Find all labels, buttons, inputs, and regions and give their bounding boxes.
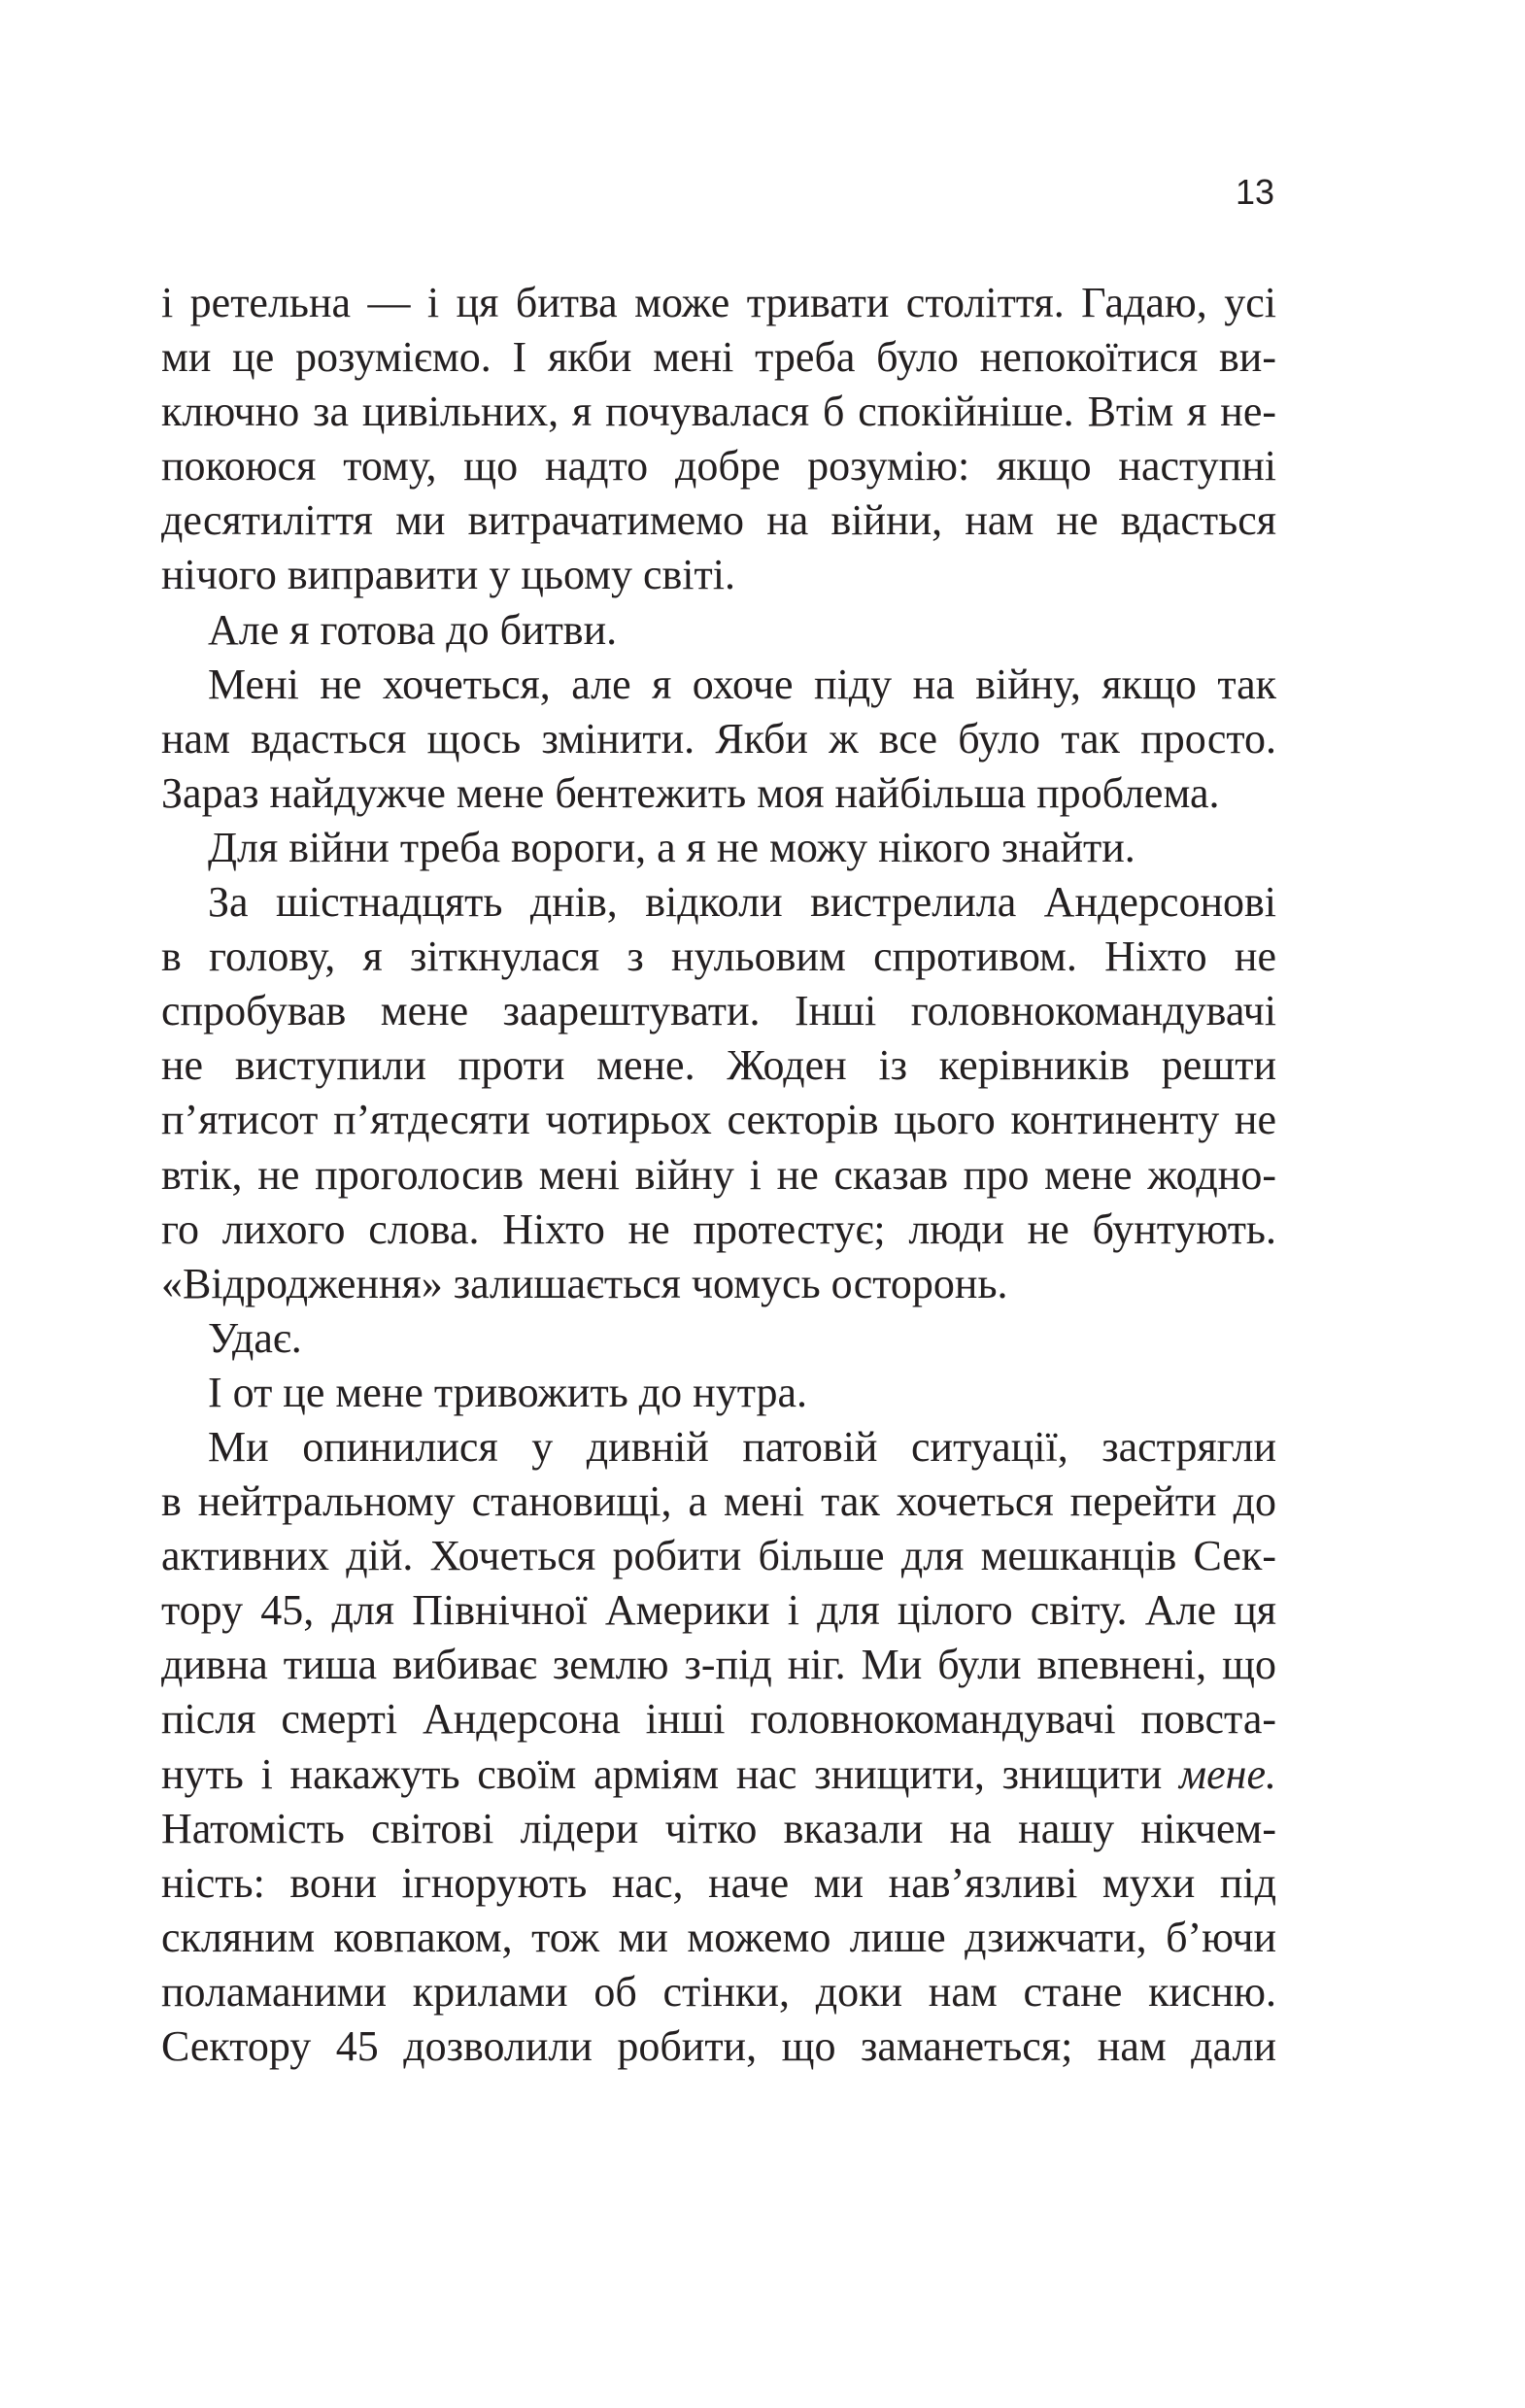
line-text: «Відродження» залишається чомусь осторонь. [161, 1259, 1008, 1307]
line-text: го лихого слова. Ніхто не протестує; люди не бунтують. [161, 1204, 1276, 1253]
text-line [161, 1856, 1276, 1911]
text-line [161, 930, 1276, 984]
line-text: п’ятисот п’ятдесяти чотирьох секторів цього континенту не [161, 1096, 1276, 1144]
line-text: За шістнадцять днів, відколи вистрелила Андерсонові [208, 878, 1276, 927]
text-line [161, 548, 1276, 602]
text-line [161, 658, 1276, 712]
line-text: І от це мене тривожить до нутра. [208, 1368, 807, 1416]
text-line [161, 1093, 1276, 1147]
line-text: в голову, я зіткнулася з нульовим спротивом. Ніхто не [161, 933, 1276, 981]
text-line [161, 712, 1276, 766]
line-text: не виступили проти мене. Жоден із керівників решти [161, 1041, 1276, 1090]
text-line [161, 603, 1276, 658]
line-text: Мені не хочеться, але я охоче піду на війну, якщо так [208, 660, 1276, 708]
line-text: в нейтральному становищі, а мені так хочеться перейти до [161, 1477, 1276, 1526]
text-line [161, 493, 1276, 548]
line-text: нуть і накажуть своїм арміям нас знищити, знищити [161, 1749, 1180, 1798]
line-text: ність: вони ігнорують нас, наче ми нав’язливі мухи під [161, 1858, 1276, 1907]
text-line [161, 385, 1276, 439]
line-text: після смерті Андерсона інші головнокомандувачі повста- [161, 1695, 1276, 1744]
line-text: Зараз найдужче мене бентежить моя найбільша проблема. [161, 768, 1220, 817]
line-text: Ми опинилися у дивній патовій ситуації, застрягли [208, 1422, 1276, 1471]
italic-emphasis: мене. [1179, 1749, 1276, 1798]
text-line [161, 1583, 1276, 1638]
text-line [161, 1148, 1276, 1203]
line-text: нам вдасться щось змінити. Якби ж все було так просто. [161, 714, 1276, 763]
line-text: активних дій. Хочеться робити більше для мешканців Сек- [161, 1532, 1276, 1580]
line-text: поламаними крилами об стінки, доки нам стане кисню. [161, 1967, 1276, 2016]
line-text: ключно за цивільних, я почувалася б спокійніше. Втім я не- [161, 388, 1276, 436]
text-line [161, 1965, 1276, 2019]
line-text: спробував мене заарештувати. Інші головнокомандувачі [161, 987, 1276, 1035]
line-text: десятиліття ми витрачатимемо на війни, нам не вдасться [161, 496, 1276, 545]
line-text: Удає. [208, 1313, 302, 1362]
line-text: нічого виправити у цьому світі. [161, 551, 735, 599]
text-line [161, 330, 1276, 385]
line-text: і ретельна — і ця битва може тривати століття. Гадаю, усі [161, 279, 1276, 326]
text-line [161, 875, 1276, 930]
text-line [161, 821, 1276, 875]
text-line [161, 1038, 1276, 1093]
line-text: Натомість світові лідери чітко вказали на нашу нікчем- [161, 1804, 1276, 1852]
line-text: тору 45, для Північної Америки і для цілого світу. Але ця [161, 1586, 1276, 1635]
text-line [161, 1311, 1276, 1366]
line-text: Сектору 45 дозволили робити, що заманеться; нам дали [161, 2022, 1276, 2070]
line-text: скляним ковпаком, тож ми можемо лише дзижчати, б’ючи [161, 1913, 1276, 1961]
text-line [161, 1529, 1276, 1583]
text-line [161, 276, 1276, 330]
text-line [161, 1475, 1276, 1529]
line-text: дивна тиша вибиває землю з-під ніг. Ми були впевнені, що [161, 1641, 1276, 1689]
text-line [161, 2019, 1276, 2074]
text-line [161, 1257, 1276, 1311]
body-text [161, 276, 1276, 2074]
text-line [161, 1203, 1276, 1257]
text-line [161, 1802, 1276, 1856]
text-line [161, 1692, 1276, 1747]
text-line [161, 1366, 1276, 1420]
text-line [161, 1747, 1276, 1802]
line-text: Для війни треба вороги, а я не можу нікого знайти. [208, 823, 1135, 871]
text-line [161, 1911, 1276, 1965]
line-text: покоюся тому, що надто добре розумію: якщо наступні [161, 442, 1276, 491]
text-line [161, 766, 1276, 821]
page-number: 13 [1235, 172, 1274, 212]
text-line [161, 439, 1276, 493]
text-line [161, 984, 1276, 1038]
text-line [161, 1638, 1276, 1692]
line-text: Але я готова до битви. [208, 605, 618, 654]
line-text: ми це розуміємо. І якби мені треба було непокоїтися ви- [161, 333, 1276, 382]
text-line [161, 1420, 1276, 1475]
line-text: втік, не проголосив мені війну і не сказав про мене жодно- [161, 1150, 1276, 1199]
